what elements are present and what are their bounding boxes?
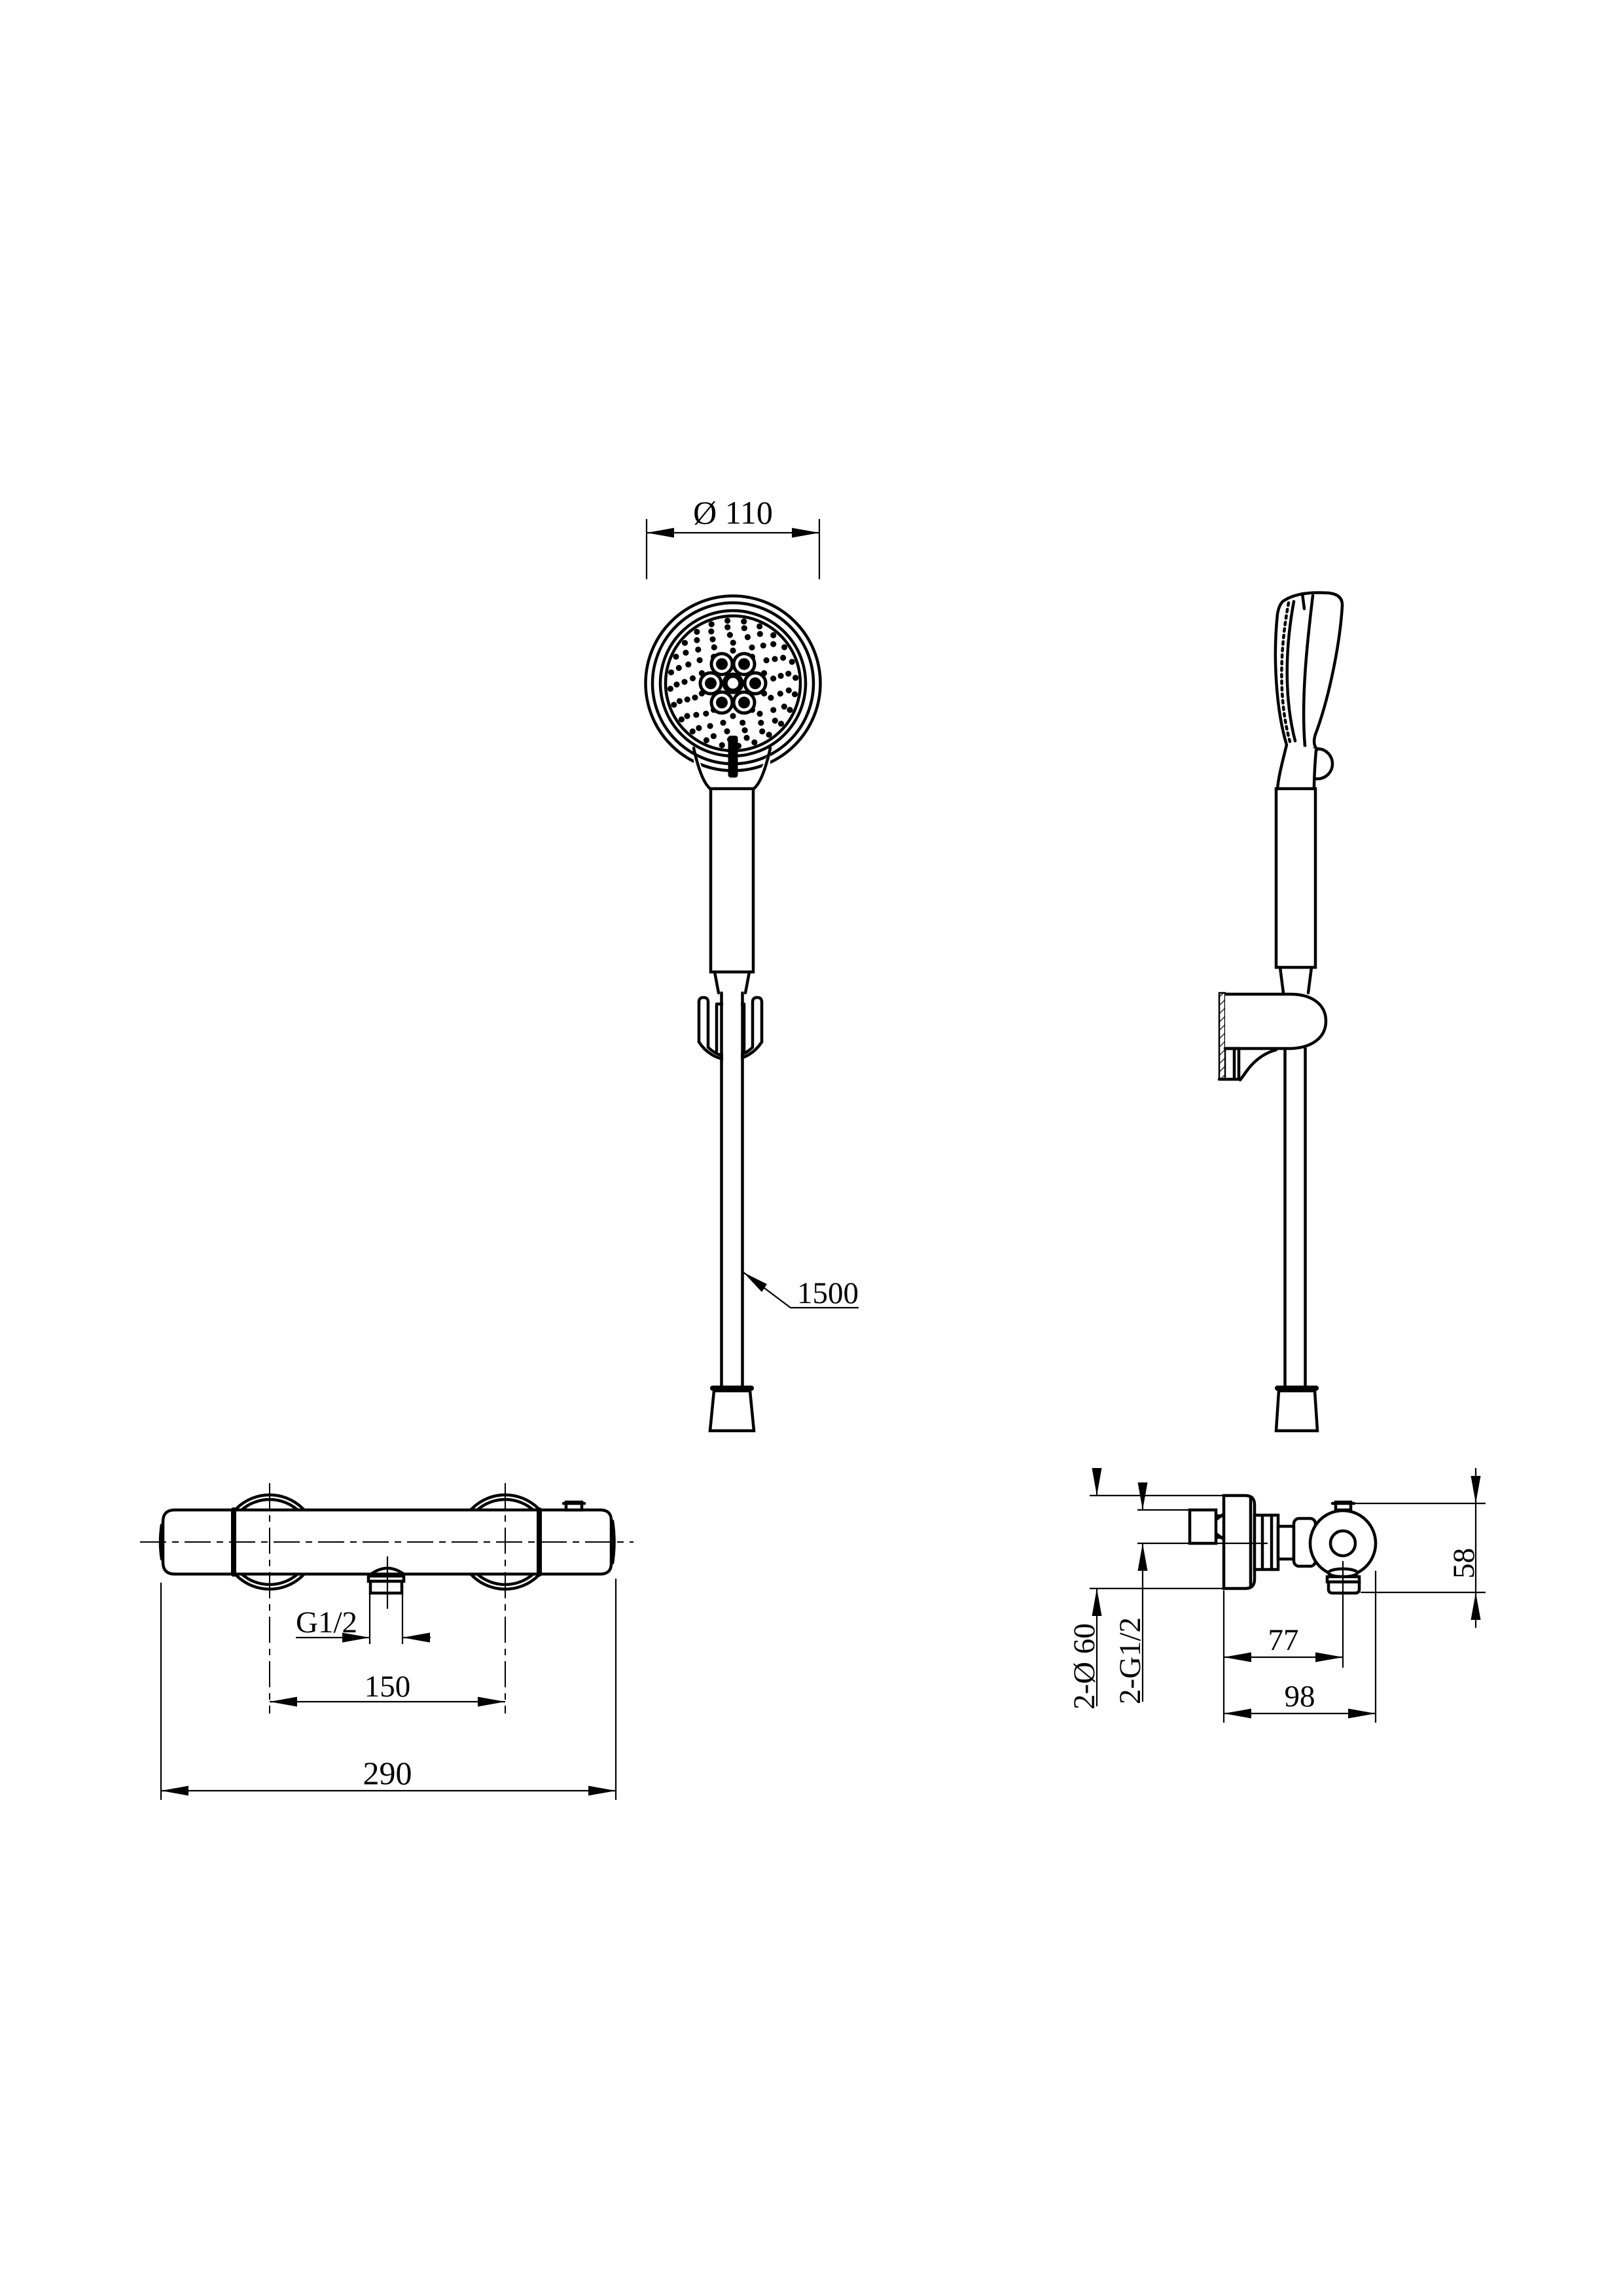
arrow-icon — [1224, 1653, 1251, 1662]
head-diameter-dimension — [647, 494, 819, 579]
shower-handle-front — [711, 789, 753, 993]
shower-side-view — [1219, 592, 1342, 1431]
hose-length-dimension — [743, 1272, 859, 1310]
dim-overall-width: 290 — [363, 1755, 412, 1791]
arrow-icon — [161, 1786, 188, 1796]
valve-front-view — [140, 1483, 633, 1800]
arrow-icon — [1348, 1709, 1376, 1719]
dim-depth: 98 — [1284, 1679, 1315, 1713]
arrow-icon — [1224, 1709, 1251, 1719]
dim-height: 58 — [1447, 1548, 1481, 1579]
hose-side — [1276, 1049, 1317, 1431]
arrow-icon — [792, 528, 819, 538]
outlet-thread-dimension — [296, 1593, 431, 1644]
arrow-icon — [1092, 1588, 1102, 1616]
arrow-icon — [270, 1697, 297, 1707]
shower-front-view — [646, 494, 859, 1431]
shower-head-front — [646, 596, 821, 791]
arrow-icon — [588, 1786, 616, 1796]
arrow-icon — [1471, 1476, 1481, 1503]
shower-handle-side — [1276, 744, 1316, 993]
dim-ports-spacing: 150 — [364, 1670, 411, 1704]
arrow-icon — [647, 528, 674, 538]
wall-holder-side — [1219, 993, 1326, 1080]
inlet-connector-side — [1190, 1510, 1224, 1543]
escutcheon-side — [1224, 1496, 1255, 1588]
arrow-icon — [1471, 1592, 1481, 1620]
flow-handle — [539, 1502, 615, 1574]
dim-inlet-thread: 2-G1/2 — [1113, 1617, 1147, 1704]
arrow-icon — [1092, 1468, 1102, 1496]
ports-spacing-dimension — [270, 1670, 505, 1707]
mode-lever — [728, 736, 738, 778]
dim-head-diameter: Ø 110 — [693, 494, 773, 531]
valve-side-view — [1067, 1468, 1486, 1723]
center-nozzle-cluster — [700, 654, 766, 713]
arrow-icon — [1138, 1543, 1148, 1571]
outlet-side — [1329, 1582, 1359, 1593]
arrow-icon — [478, 1697, 505, 1707]
arrow-icon — [1315, 1653, 1343, 1662]
dim-hose-length: 1500 — [797, 1276, 859, 1310]
wall-hatch — [1219, 993, 1225, 1079]
dim-escutcheon: 2-Ø 60 — [1067, 1623, 1101, 1710]
dim-outlet-thread: G1/2 — [296, 1605, 357, 1640]
dim-center-offset: 77 — [1268, 1623, 1299, 1657]
valve-body-side — [1255, 1502, 1376, 1593]
arrow-icon — [743, 1272, 767, 1292]
arrow-icon — [402, 1633, 430, 1643]
